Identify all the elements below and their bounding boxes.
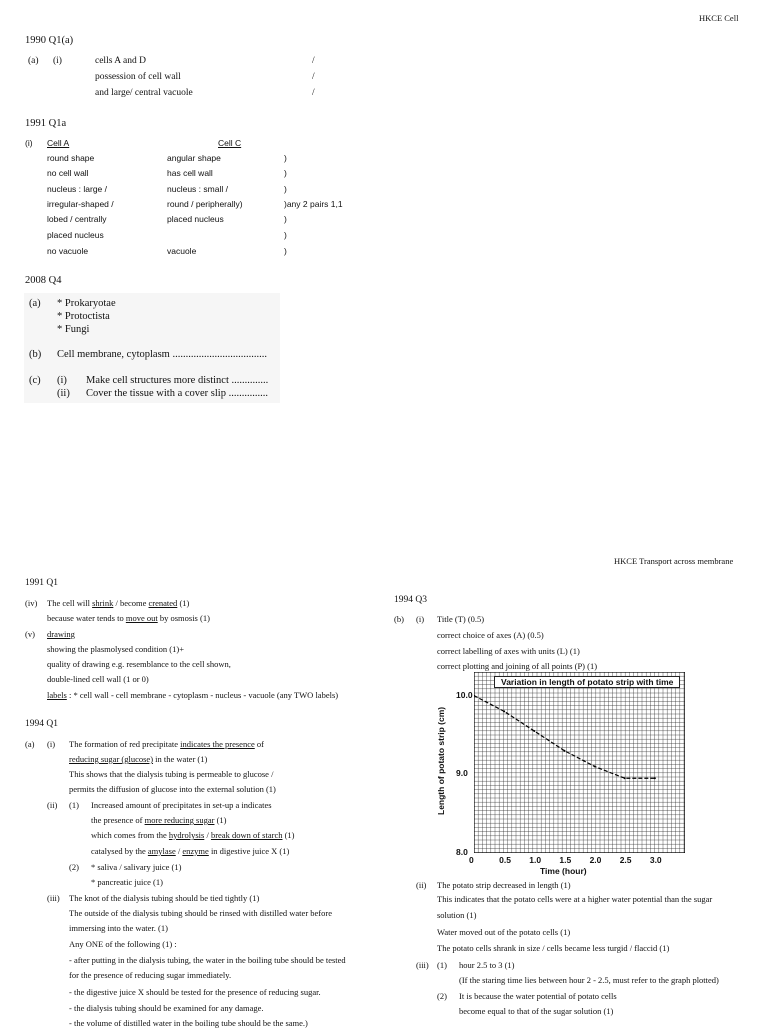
cell-a-row: placed nucleus — [47, 230, 104, 240]
x-tick-label: 2.5 — [619, 855, 632, 865]
q1994q1-ii-1-line-3: which comes from the hydrolysis / break down of starch (1) — [91, 830, 295, 840]
row-mark: ) — [284, 246, 287, 256]
q1994q1-i-line-4: permits the diffusion of glucose into the external solution (1) — [69, 784, 276, 794]
potato-strip-graph — [474, 672, 685, 853]
q1991q1-iv-line-2: because water tends to move out by osmosis (1) — [47, 613, 210, 623]
q1994q1-ii-2-line-2: * pancreatic juice (1) — [91, 877, 163, 887]
q1994q3-ii-line-2: This indicates that the potato cells were at a higher water potential than the sugar — [437, 894, 713, 904]
row-mark: ) — [284, 184, 287, 194]
q1991q1-v-line-4: double-lined cell wall (1 or 0) — [47, 674, 149, 684]
q1991q1-v-line-1: drawing — [47, 629, 75, 639]
cell-a-row: irregular-shaped / — [47, 199, 114, 209]
cell-c-row: has cell wall — [167, 168, 213, 178]
x-tick-label: 0 — [469, 855, 474, 865]
q1994q1-part-ii: (ii) — [47, 800, 58, 810]
q1994q3-part-ii: (ii) — [416, 880, 427, 890]
row-mark: ) — [284, 168, 287, 178]
q1994q1-iii-line-8: - the dialysis tubing should be examined for any damage. — [69, 1003, 264, 1013]
row-mark: ) — [284, 230, 287, 240]
cell-c-row: round / peripherally) — [167, 199, 243, 209]
q2008-c-ii-text: Cover the tissue with a cover slip ............... — [86, 388, 268, 399]
q1991q1-v-line-2: showing the plasmolysed condition (1)+ — [47, 644, 185, 654]
q2008-part-a: (a) — [29, 298, 41, 309]
q1994q1-iii-line-3: immersing into the water. (1) — [69, 923, 168, 933]
q1994q3-part-iii: (iii) — [416, 960, 429, 970]
x-tick-label: 1.0 — [529, 855, 542, 865]
cell-a-header: Cell A — [47, 138, 70, 148]
cell-c-row: placed nucleus — [167, 214, 224, 224]
page-header-cell: HKCE Cell — [699, 13, 739, 23]
y-tick-label: 8.0 — [456, 847, 468, 857]
cell-c-row: nucleus : small / — [167, 184, 228, 194]
x-tick-label: 3.0 — [649, 855, 662, 865]
q1994q1-part-a: (a) — [25, 739, 35, 749]
q2008-c-i-text: Make cell structures more distinct .............. — [86, 375, 269, 386]
data-point — [624, 777, 626, 779]
q1994q3-i-line-1: Title (T) (0.5) — [437, 614, 485, 624]
data-point — [533, 730, 535, 732]
q1994q1-ii-1: (1) — [69, 800, 79, 810]
q1991q1-v-line-3: quality of drawing e.g. resemblance to the cell shown, — [47, 659, 231, 669]
q1994q3-part-i: (i) — [416, 614, 425, 624]
q2008-a-item-2: * Protoctista — [57, 311, 110, 322]
x-tick-label: 2.0 — [589, 855, 602, 865]
q1994q3-i-line-2: correct choice of axes (A) (0.5) — [437, 630, 544, 640]
graph-grid — [474, 672, 685, 853]
data-point — [594, 765, 596, 767]
q2008-b-text: Cell membrane, cytoplasm .................................... — [57, 349, 267, 360]
q2008-title: 2008 Q4 — [25, 275, 62, 286]
q1994q1-ii-2: (2) — [69, 862, 79, 872]
q2008-a-item-3: * Fungi — [57, 324, 90, 335]
cell-a-row: no vacuole — [47, 246, 89, 256]
q1990-line-1: cells A and D — [95, 56, 146, 66]
q1994q1-ii-1-line-4: catalysed by the amylase / enzyme in digestive juice X (1) — [91, 846, 290, 856]
q1994q3-ii-line-1: The potato strip decreased in length (1) — [437, 880, 571, 890]
q1994q3-iii-1: (1) — [437, 960, 447, 970]
q1994q3-ii-line-4: Water moved out of the potato cells (1) — [437, 927, 571, 937]
y-tick-label: 9.0 — [456, 768, 468, 779]
q1994q3-iii-1-line-1: hour 2.5 to 3 (1) — [459, 960, 515, 970]
q1994q1-iii-line-4: Any ONE of the following (1) : — [69, 939, 177, 949]
q1991a-part-i: (i) — [25, 138, 33, 148]
cell-a-row: lobed / centrally — [47, 214, 107, 224]
q1994q1-ii-1-line-2: the presence of more reducing sugar (1) — [91, 815, 227, 825]
graph-series — [474, 695, 656, 780]
q1994q1-ii-2-line-1: * saliva / salivary juice (1) — [91, 862, 182, 872]
q1994q1-title: 1994 Q1 — [25, 719, 58, 729]
q1994q1-iii-line-5: - after putting in the dialysis tubing, the water in the boiling tube should be tested — [69, 955, 346, 965]
q2008-c-ii: (ii) — [57, 388, 70, 399]
cell-a-row: no cell wall — [47, 168, 89, 178]
q1994q3-part-b: (b) — [394, 614, 404, 624]
row-mark: )any 2 pairs 1,1 — [284, 199, 343, 209]
q1994q3-ii-line-3: solution (1) — [437, 910, 477, 920]
cell-a-row: nucleus : large / — [47, 184, 108, 194]
q1994q1-iii-line-1: The knot of the dialysis tubing should be tied tightly (1) — [69, 893, 260, 903]
q1990-line-3: and large/ central vacuole — [95, 88, 193, 98]
q1991q1-part-iv: (iv) — [25, 598, 38, 608]
q1990-mark-2: / — [312, 72, 315, 82]
q1994q3-iii-1-line-2: (If the staring time lies between hour 2 - 2.5, must refer to the graph plotted) — [459, 975, 719, 985]
q1994q1-i-line-1: The formation of red precipitate indicates the presence of — [69, 739, 264, 749]
x-tick-label: 0.5 — [499, 855, 511, 865]
q1990-mark-1: / — [312, 56, 315, 66]
data-point — [654, 777, 656, 779]
q2008-c-i: (i) — [57, 375, 67, 386]
graph-x-label: Time (hour) — [540, 866, 587, 876]
q1991q1-part-v: (v) — [25, 629, 35, 639]
q1991a-title: 1991 Q1a — [25, 118, 67, 129]
row-mark: ) — [284, 214, 287, 224]
q1991q1-title: 1991 Q1 — [25, 578, 58, 588]
q1994q1-part-i: (i) — [47, 739, 56, 749]
q1994q1-part-iii: (iii) — [47, 893, 60, 903]
grid-border — [474, 672, 685, 853]
q2008-a-item-1: * Prokaryotae — [57, 298, 116, 309]
q1994q1-iii-line-2: The outside of the dialysis tubing should be rinsed with distilled water before — [69, 908, 332, 918]
q1994q1-i-line-3: This shows that the dialysis tubing is permeable to glucose / — [69, 769, 274, 779]
q1994q3-iii-2: (2) — [437, 991, 447, 1001]
q1994q1-ii-1-line-1: Increased amount of precipitates in set-up a indicates — [91, 800, 272, 810]
cell-c-row: vacuole — [167, 246, 197, 256]
q1994q1-iii-line-6: for the presence of reducing sugar immediately. — [69, 970, 232, 980]
q1990-mark-3: / — [312, 88, 315, 98]
q2008-part-c: (c) — [29, 375, 41, 386]
x-tick-label: 1.5 — [559, 855, 572, 865]
q2008-answer-box — [24, 293, 280, 403]
q1990-title: 1990 Q1(a) — [25, 35, 74, 46]
q1994q3-i-line-4: correct plotting and joining of all points (P) (1) — [437, 661, 598, 671]
cell-c-row: angular shape — [167, 153, 221, 163]
q1994q1-iii-line-9: - the volume of distilled water in the boiling tube should be the same.) — [69, 1018, 308, 1028]
series-line — [474, 696, 655, 779]
q1994q3-ii-line-5: The potato cells shrank in size / cells became less turgid / flaccid (1) — [437, 943, 670, 953]
q1994q3-title: 1994 Q3 — [394, 595, 427, 605]
q1994q3-iii-2-line-2: become equal to that of the sugar solution (1) — [459, 1006, 614, 1016]
q1994q1-iii-line-7: - the digestive juice X should be tested for the presence of reducing sugar. — [69, 987, 321, 997]
q1991q1-iv-line-1: The cell will shrink / become crenated (1) — [47, 598, 190, 608]
row-mark: ) — [284, 153, 287, 163]
q1994q1-i-line-2: reducing sugar (glucose) in the water (1) — [69, 754, 208, 764]
q1994q3-i-line-3: correct labelling of axes with units (L) (1) — [437, 646, 580, 656]
cell-c-header: Cell C — [218, 138, 242, 148]
y-tick-label: 10.0 — [456, 689, 473, 700]
data-point — [503, 710, 505, 712]
graph-y-label: Length of potato strip (cm) — [436, 706, 446, 815]
data-point — [563, 750, 565, 752]
q1994q3-iii-2-line-1: It is because the water potential of potato cells — [459, 991, 617, 1001]
q1990-line-2: possession of cell wall — [95, 72, 181, 82]
q1990-part-a: (a) — [28, 56, 39, 66]
q2008-part-b: (b) — [29, 349, 42, 360]
cell-a-row: round shape — [47, 153, 95, 163]
q1991q1-v-line-5: labels : * cell wall - cell membrane - cytoplasm - nucleus - vacuole (any TWO labels) — [47, 690, 339, 700]
page-header-transport: HKCE Transport across membrane — [614, 556, 734, 566]
graph-title: Variation in length of potato strip with time — [494, 676, 680, 688]
q1990-part-i: (i) — [53, 56, 62, 66]
